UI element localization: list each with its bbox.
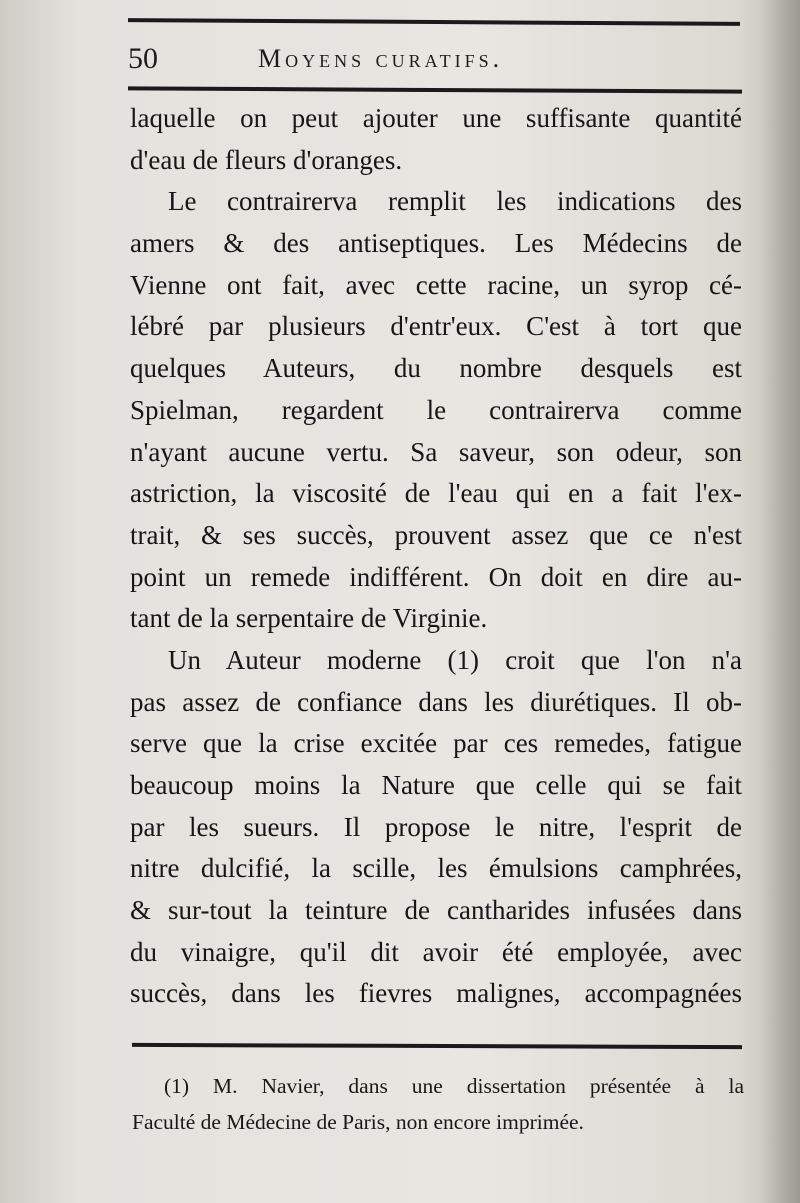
text-line: lébré par plusieurs d'entr'eux. C'est à tort que <box>130 311 742 342</box>
text-line: Spielman, regardent le contrairerva comme <box>130 394 742 425</box>
text-line: d'eau de fleurs d'oranges. <box>130 144 403 175</box>
footnote-line: (1) M. Navier, dans une dissertation présentée à la <box>164 1074 744 1098</box>
text-line: nitre dulcifié, la scille, les émulsions camphrées, <box>130 853 742 884</box>
footnote <box>132 1068 744 1140</box>
footnote-line: Faculté de Médecine de Paris, non encore imprimée. <box>132 1110 584 1134</box>
text-line: point un remede indifférent. On doit en dire au- <box>130 561 742 592</box>
body-text <box>130 98 742 1015</box>
text-line: beaucoup moins la Nature que celle qui se fait <box>130 770 742 800</box>
text-line: tant de la serpentaire de Virginie. <box>130 603 488 634</box>
header-rule <box>128 86 742 93</box>
top-rule <box>128 18 740 26</box>
text-line: astriction, la viscosité de l'eau qui en a fait l'ex- <box>130 478 742 509</box>
text-line: serve que la crise excitée par ces remedes, fatigue <box>130 728 742 759</box>
text-line: Vienne ont fait, avec cette racine, un syrop cé- <box>130 269 742 300</box>
text-line: Un Auteur moderne (1) croit que l'on n'a <box>168 644 742 675</box>
text-line: & sur-tout la teinture de cantharides infusées dans <box>130 895 742 926</box>
page-number: 50 <box>128 42 158 75</box>
footnote-rule <box>132 1043 742 1049</box>
text-line: succès, dans les fievres malignes, accompagnées <box>130 978 742 1009</box>
text-line: amers & des antiseptiques. Les Médecins de <box>130 228 742 259</box>
text-line: du vinaigre, qu'il dit avoir été employée, avec <box>130 936 742 967</box>
text-line: laquelle on peut ajouter une suffisante quantité <box>130 103 742 133</box>
text-line: quelques Auteurs, du nombre desquels est <box>130 353 742 384</box>
running-head: Moyens curatifs. <box>258 44 504 73</box>
text-line: Le contrairerva remplit les indications des <box>168 186 742 217</box>
text-line: n'ayant aucune vertu. Sa saveur, son odeur, son <box>130 436 742 467</box>
text-line: pas assez de confiance dans les diurétiques. Il ob- <box>130 686 742 717</box>
text-line: trait, & ses succès, prouvent assez que ce n'est <box>130 519 742 550</box>
page-header <box>128 40 740 80</box>
page-edge-shadow <box>760 0 800 1203</box>
text-line: par les sueurs. Il propose le nitre, l'esprit de <box>130 811 742 842</box>
